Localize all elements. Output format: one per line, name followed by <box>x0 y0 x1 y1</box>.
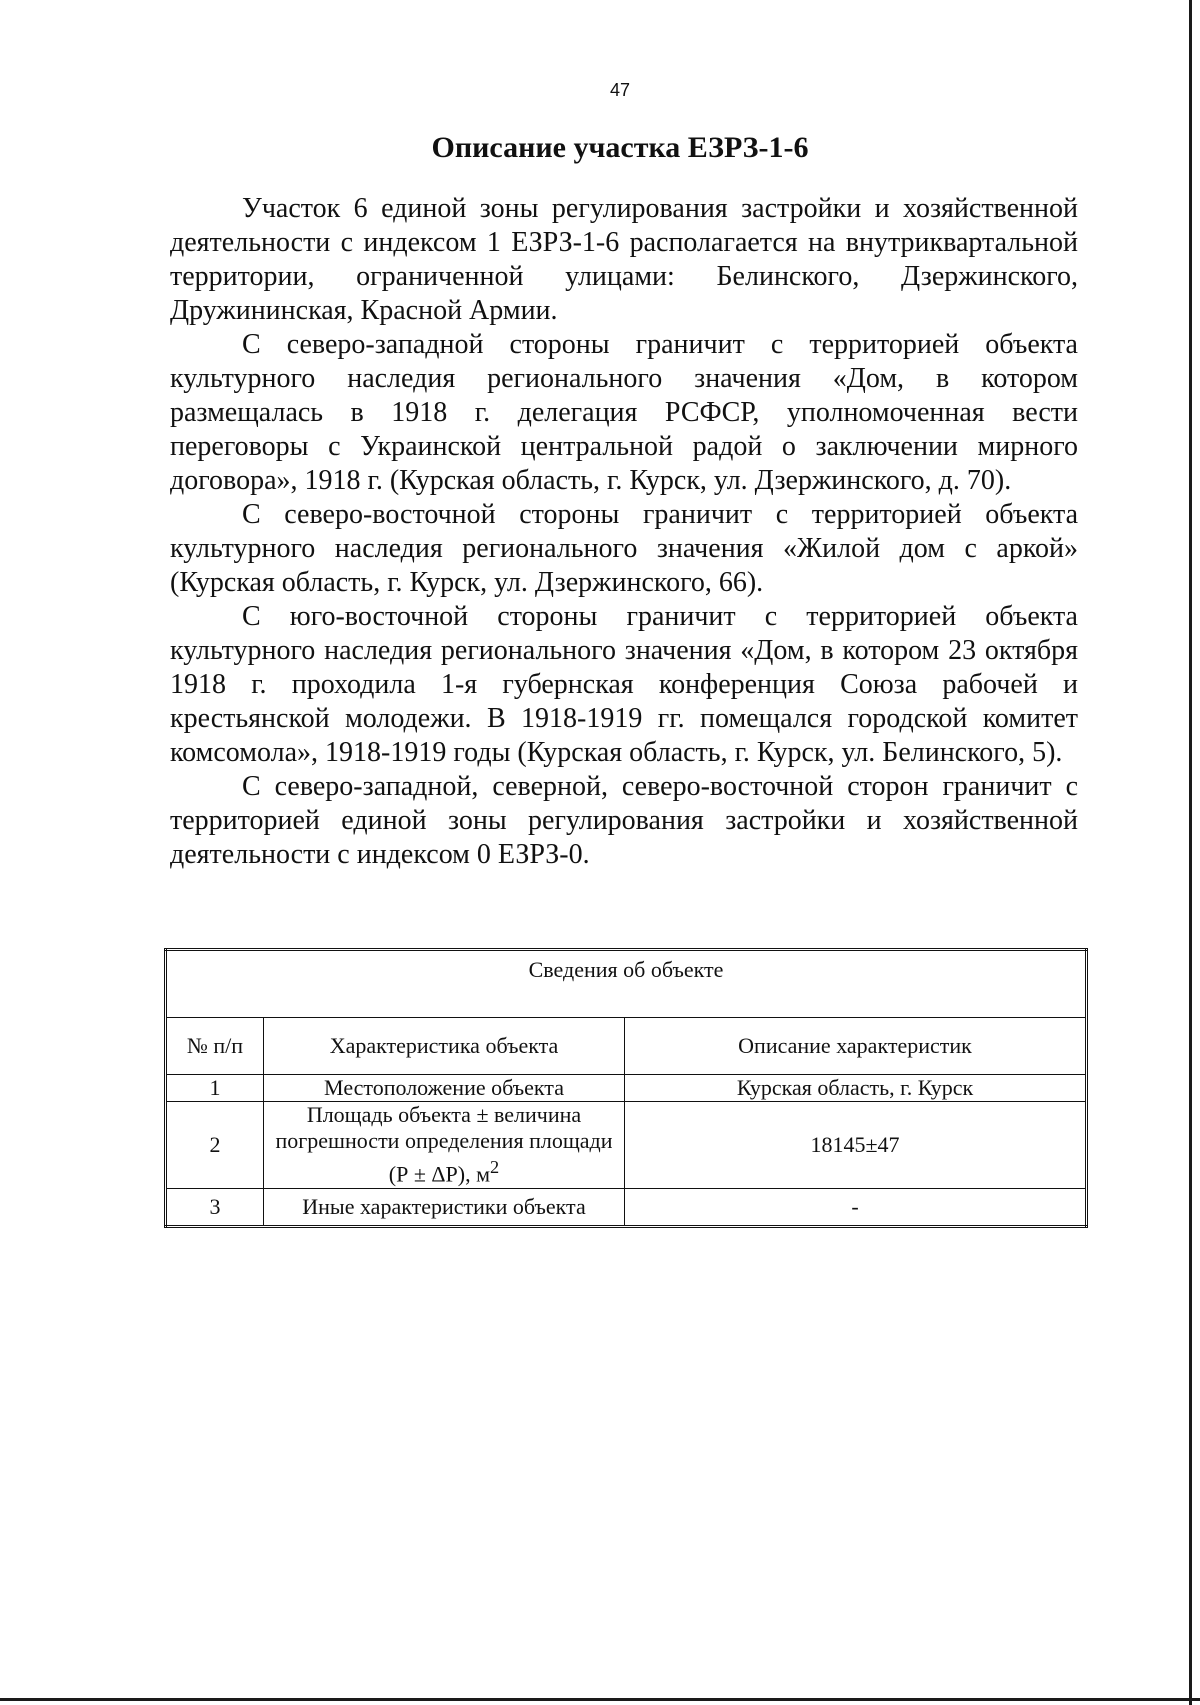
row-number-cell: 1 <box>166 1075 264 1102</box>
document-title: Описание участка ЕЗРЗ-1-6 <box>431 131 809 164</box>
table-header-row <box>166 1018 1087 1075</box>
paragraph: Участок 6 единой зоны регулирования застройки и хозяйственной деятельности с индексом 1 ЕЗРЗ-1-6 располагается на внутриквартальной территории, ограниченной улицами: Белинского, Дзержинского, Дружининская, Красной Армии. <box>170 193 1078 326</box>
row-description-cell: - <box>625 1189 1087 1227</box>
page-number: 47 <box>609 80 631 100</box>
header-cell-number: № п/п <box>166 1018 264 1075</box>
table-row <box>166 1075 1087 1102</box>
paragraph: С северо-восточной стороны граничит с территорией объекта культурного наследия регионального значения «Жилой дом с аркой» (Курская область, г. Курск, ул. Дзержинского, 66). <box>170 499 1078 598</box>
table-row <box>166 1189 1087 1227</box>
row-number-cell: 2 <box>166 1102 264 1189</box>
row-characteristic-cell <box>264 1102 625 1189</box>
table-caption: Сведения об объекте <box>166 950 1087 1018</box>
row-characteristic-cell: Иные характеристики объекта <box>264 1189 625 1227</box>
object-info-table <box>164 948 1088 1228</box>
unit-superscript: 2 <box>490 1157 500 1178</box>
header-cell-description: Описание характеристик <box>625 1018 1087 1075</box>
table-row <box>166 1102 1087 1189</box>
paragraph: С северо-западной, северной, северо-восточной сторон граничит с территорией единой зоны регулирования застройки и хозяйственной деятельности с индексом 0 ЕЗРЗ-0. <box>170 771 1078 870</box>
row-description-cell: 18145±47 <box>625 1102 1087 1189</box>
header-cell-characteristic: Характеристика объекта <box>264 1018 625 1075</box>
row-characteristic-cell: Местоположение объекта <box>264 1075 625 1102</box>
scan-border-right <box>1189 0 1192 1705</box>
body-text <box>170 192 1078 872</box>
row-number-cell: 3 <box>166 1189 264 1227</box>
row-description-cell: Курская область, г. Курск <box>625 1075 1087 1102</box>
paragraph: С юго-восточной стороны граничит с территорией объекта культурного наследия регионального значения «Дом, в котором 23 октября 1918 г. проходила 1-я губернская конференция Союза рабочей и крестьянской молодежи. В 1918-1919 гг. помещался городской комитет комсомола», 1918-1919 годы (Курская область, г. Курск, ул. Белинского, 5). <box>170 601 1078 768</box>
area-characteristic-text: Площадь объекта ± величина погрешности определения площади (Р ± ΔР), м <box>275 1102 613 1187</box>
paragraph: С северо-западной стороны граничит с территорией объекта культурного наследия регионального значения «Дом, в котором размещалась в 1918 г. делегация РСФСР, уполномоченная вести переговоры с Украинской центральной радой о заключении мирного договора», 1918 г. (Курская область, г. Курск, ул. Дзержинского, д. 70). <box>170 329 1078 496</box>
scan-border-bottom <box>0 1698 1200 1701</box>
